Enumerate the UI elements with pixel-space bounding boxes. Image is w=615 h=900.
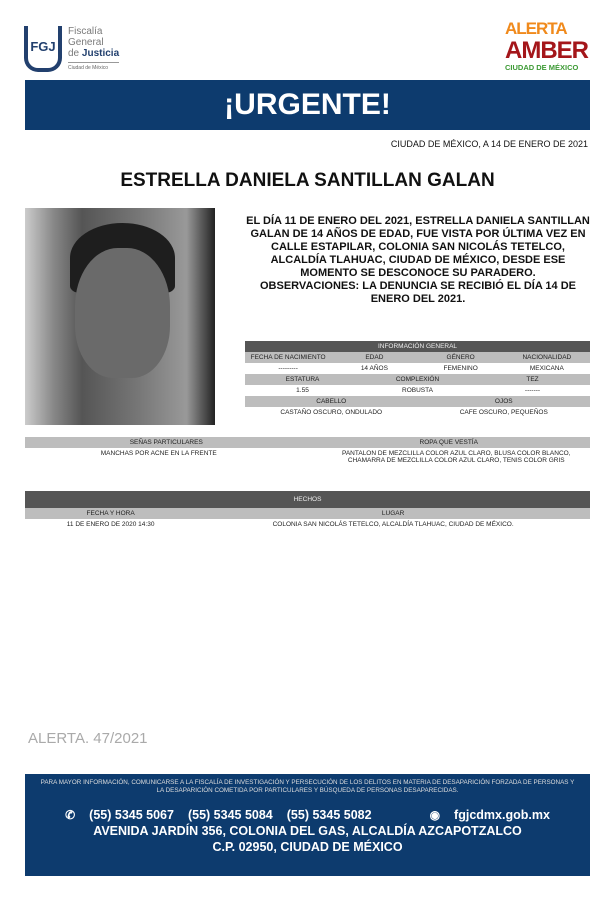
- address-line1: AVENIDA JARDÍN 356, COLONIA DEL GAS, ALCALDÍA AZCAPOTZALCO: [93, 824, 522, 838]
- marks-clothing-table: [25, 437, 590, 466]
- issue-date: CIUDAD DE MÉXICO, A 14 DE ENERO DE 2021: [390, 139, 588, 149]
- td: CAFE OSCURO, PEQUEÑOS: [459, 409, 548, 416]
- th: EDAD: [365, 354, 384, 361]
- amber-line2: AMBER: [505, 37, 588, 64]
- org-sub: Ciudad de México: [68, 62, 119, 71]
- phone-1[interactable]: (55) 5345 5067: [89, 808, 174, 822]
- td: COLONIA SAN NICOLÁS TETELCO, ALCALDÍA TLAHUAC, CIUDAD DE MÉXICO.: [272, 521, 514, 528]
- td: 1.55: [296, 387, 309, 394]
- website-link[interactable]: fgjcdmx.gob.mx: [454, 808, 550, 822]
- th: ESTATURA: [285, 376, 320, 383]
- phone-2[interactable]: (55) 5345 5084: [187, 808, 273, 822]
- urgent-banner: ¡URGENTE!: [25, 80, 590, 130]
- td: ROBUSTA: [402, 387, 433, 394]
- td: -------: [524, 387, 541, 394]
- footer-info: PARA MAYOR INFORMACIÓN, COMUNICARSE A LA FISCALÍA DE INVESTIGACIÓN Y PERSECUCIÓN DE LOS DELITOS EN MATERIA DE DESAPARICIÓN FORZADA DE PERSONAS Y LA DESAPARICIÓN COMETIDA POR PARTICULARES Y BÚSQUEDA DE PERSONAS DESAPARECIDAS.: [40, 779, 575, 794]
- th: CABELLO: [316, 398, 347, 405]
- fgj-logo: [24, 24, 134, 79]
- alert-number: ALERTA. 47/2021: [28, 730, 148, 747]
- td: MEXICANA: [529, 365, 564, 372]
- phone-3[interactable]: (55) 5345 5082: [286, 808, 372, 822]
- globe-icon: ◉: [429, 808, 441, 822]
- description: [246, 215, 590, 306]
- td: 14 AÑOS: [360, 365, 388, 372]
- th: SEÑAS PARTICULARES: [129, 439, 203, 446]
- general-info-table: [245, 341, 590, 418]
- phone-icon: ✆: [65, 808, 76, 822]
- fgj-logo-letters: FGJ: [30, 39, 56, 54]
- th: OJOS: [494, 398, 513, 405]
- amber-line1: ALERTA: [505, 19, 567, 38]
- facts-table: [25, 491, 590, 530]
- td: ---------: [278, 365, 298, 372]
- td: MANCHAS POR ACNE EN LA FRENTE: [100, 450, 217, 457]
- observations-text: OBSERVACIONES: LA DENUNCIA SE RECIBIÓ EL DÍA 14 DE ENERO DEL 2021.: [260, 280, 576, 305]
- td: FEMENINO: [443, 365, 478, 372]
- org-line2: General: [68, 37, 104, 48]
- contact-footer: [25, 774, 590, 876]
- th: LUGAR: [381, 510, 405, 517]
- th: TEZ: [526, 376, 539, 383]
- th: FECHA DE NACIMIENTO: [250, 354, 326, 361]
- alerta-amber-logo: [505, 20, 595, 78]
- td: PANTALON DE MEZCLILLA COLOR AZUL CLARO, BLUSA COLOR BLANCO, CHAMARRA DE MEZCLILLA COLOR AZUL CLARO, TENIS COLOR GRIS: [341, 450, 571, 464]
- hechos-title: HECHOS: [293, 496, 322, 503]
- description-text: EL DÍA 11 DE ENERO DEL 2021, ESTRELLA DANIELA SANTILLAN GALAN DE 14 AÑOS DE EDAD, FUE VISTA POR ÚLTIMA VEZ EN CALLE ESTAPILAR, COLONIA SAN NICOLÁS TETELCO, ALCALDÍA TLAHUAC, CIUDAD DE MÉXICO, DESDE ESE MOMENTO SE DESCONOCE SU PARADERO.: [246, 215, 590, 279]
- amber-line3: CIUDAD DE MÉXICO: [505, 63, 579, 72]
- td: CASTAÑO OSCURO, ONDULADO: [280, 409, 383, 416]
- person-name: ESTRELLA DANIELA SANTILLAN GALAN: [120, 170, 495, 191]
- th: ROPA QUE VESTÍA: [419, 439, 478, 446]
- org-line3-prefix: de: [68, 48, 80, 59]
- org-line3-bold: Justicia: [81, 48, 120, 59]
- td: 11 DE ENERO DE 2020 14:30: [66, 521, 155, 528]
- info-title: INFORMACIÓN GENERAL: [377, 343, 458, 350]
- org-line1: Fiscalía: [68, 26, 103, 37]
- address-line2: C.P. 02950, CIUDAD DE MÉXICO: [212, 840, 403, 854]
- th: NACIONALIDAD: [522, 354, 572, 361]
- person-photo: [25, 208, 215, 425]
- fgj-logo-mark: [24, 26, 62, 72]
- th: FECHA Y HORA: [86, 510, 135, 517]
- th: GÉNERO: [446, 354, 475, 361]
- th: COMPLEXIÓN: [395, 376, 440, 383]
